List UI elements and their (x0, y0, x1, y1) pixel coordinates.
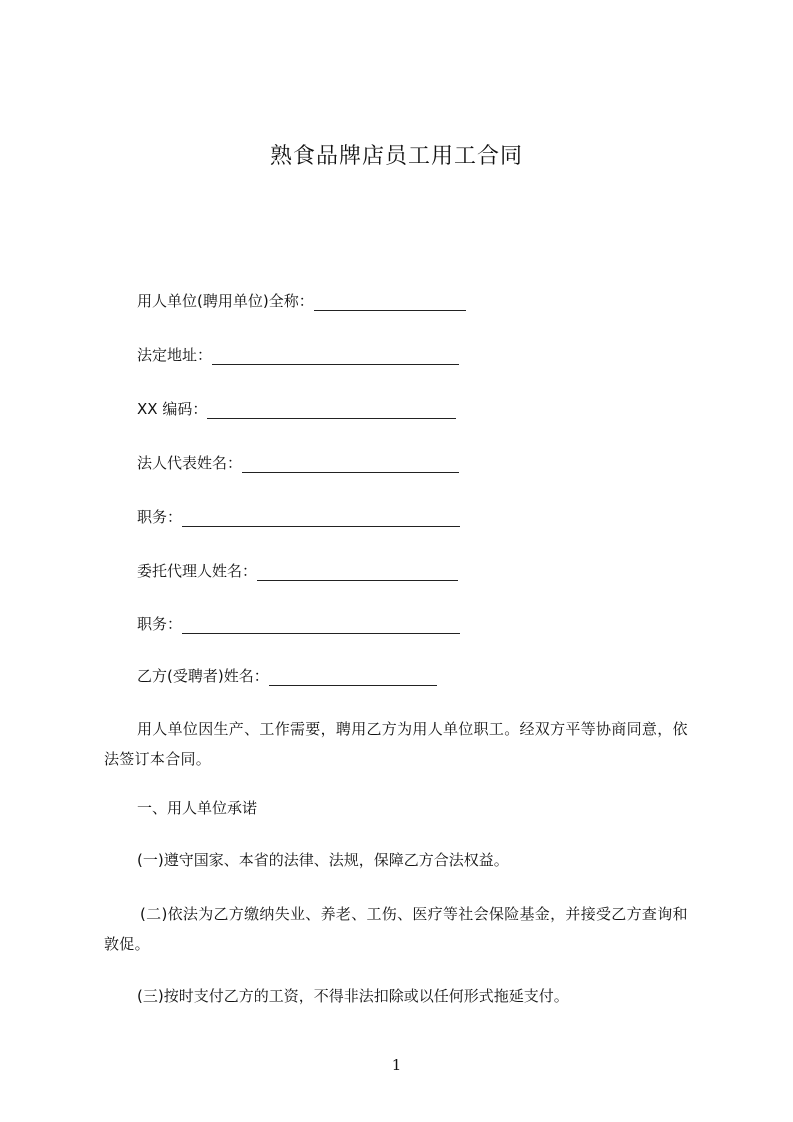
clause-item: (二)依法为乙方缴纳失业、养老、工伤、医疗等社会保险基金，并接受乙方查询和敦促。 (104, 905, 688, 953)
blank-line[interactable] (314, 294, 466, 311)
document-title: 熟食品牌店员工用工合同 (269, 144, 523, 169)
field-legal-address (137, 345, 459, 365)
field-code (137, 399, 456, 419)
field-position-2 (137, 614, 460, 634)
page-number: 1 (391, 1056, 402, 1074)
field-label: 法定地址： (137, 346, 213, 364)
field-legal-rep-name (137, 453, 459, 473)
intro-paragraph: 用人单位因生产、工作需要，聘用乙方为用人单位职工。经双方平等协商同意，依法签订本合同。 (104, 720, 688, 768)
blank-line[interactable] (207, 402, 456, 419)
blank-line[interactable] (242, 456, 459, 473)
field-position-1 (137, 507, 460, 527)
blank-line[interactable] (269, 669, 437, 686)
clause-item: (一)遵守国家、本省的法律、法规，保障乙方合法权益。 (137, 851, 509, 869)
blank-line[interactable] (212, 348, 459, 365)
field-label: XX 编码： (137, 400, 208, 418)
blank-line[interactable] (257, 564, 458, 581)
field-label: 乙方(受聘者)姓名： (137, 667, 269, 685)
clause-item: (三)按时支付乙方的工资，不得非法扣除或以任何形式拖延支付。 (137, 987, 569, 1005)
field-label: 法人代表姓名： (137, 454, 243, 472)
field-agent-name (137, 561, 458, 581)
field-label: 委托代理人姓名： (137, 562, 258, 580)
field-employee-name (137, 666, 437, 686)
blank-line[interactable] (182, 617, 460, 634)
field-label: 职务： (137, 615, 183, 633)
section-heading: 一、用人单位承诺 (137, 799, 258, 817)
field-label: 用人单位(聘用单位)全称： (137, 292, 314, 310)
field-employer-name (137, 291, 466, 311)
blank-line[interactable] (182, 510, 460, 527)
field-label: 职务： (137, 508, 183, 526)
